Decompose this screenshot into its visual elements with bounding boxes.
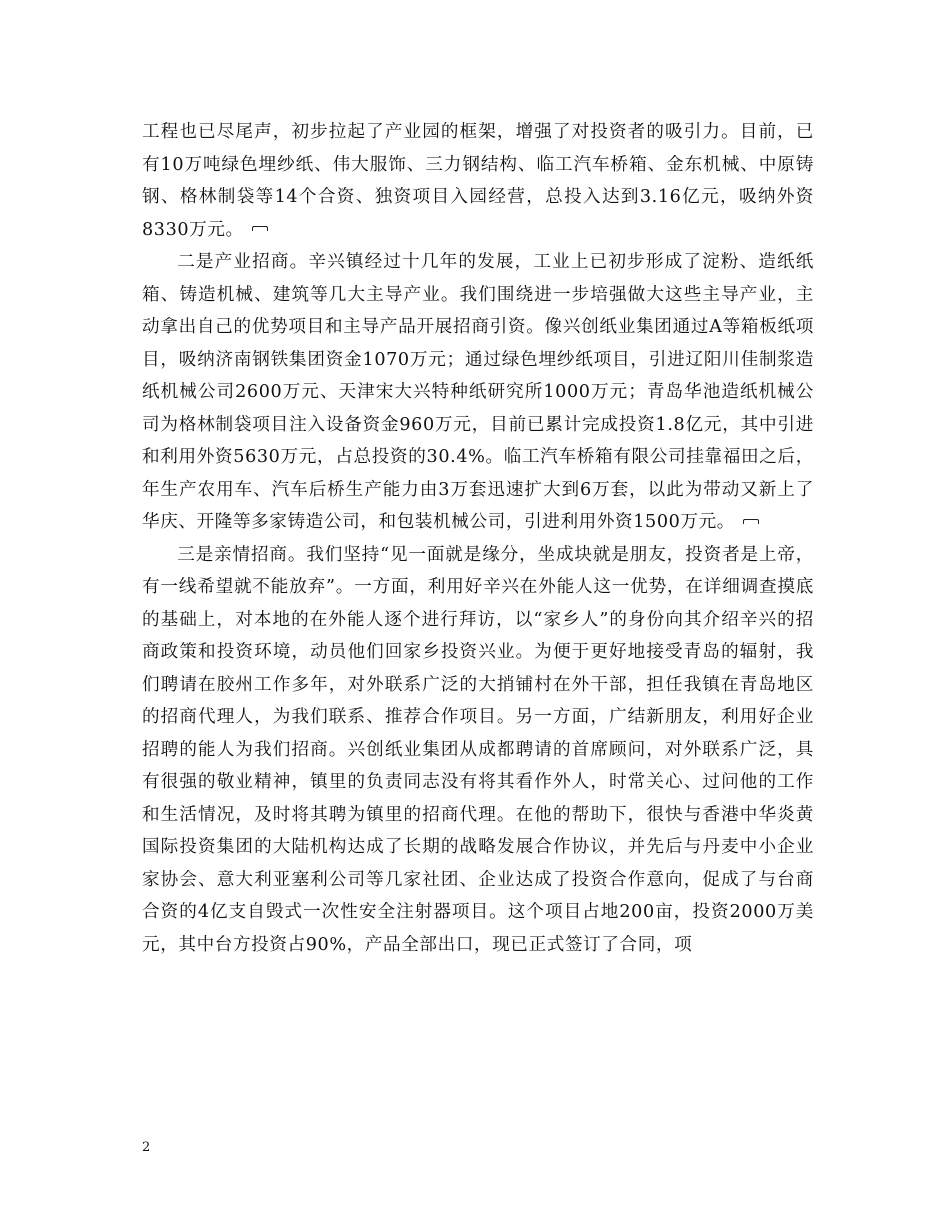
paragraph-2 [142, 246, 814, 539]
paragraph-3 [142, 539, 814, 962]
page-number: 2 [142, 1140, 151, 1155]
paragraph-2-text: 二是产业招商。辛兴镇经过十几年的发展，工业上已初步形成了淀粉、造纸纸箱、铸造机械、建筑等几大主导产业。我们围绕进一步培强做大这些主导产业，主动拿出自己的优势项目和主导产品开展招商引资。像兴创纸业集团通过A等箱板纸项目，吸纳济南钢铁集团资金1070万元；通过绿色埋纱纸项目，引进辽阳川佳制浆造纸机械公司2600万元、天津宋大兴特种纸研究所1000万元；青岛华池造纸机械公司为格林制袋项目注入设备资金960万元，目前已累计完成投资1.8亿元，其中引进和利用外资5630万元，占总投资的30.4%。临工汽车桥箱有限公司挂靠福田之后，年生产农用车、汽车后桥生产能力由3万套迅速扩大到6万套，以此为带动又新上了华庆、开隆等多家铸造公司，和包装机械公司，引进利用外资1500万元。 [142, 252, 814, 532]
paragraph-3-text: 三是亲情招商。我们坚持“见一面就是缘分，坐成块就是朋友，投资者是上帝，有一线希望就不能放弃”。一方面，利用好辛兴在外能人这一优势，在详细调查摸底的基础上，对本地的在外能人逐个进行拜访，以“家乡人”的身份向其介绍辛兴的招商政策和投资环境，动员他们回家乡投资兴业。为便于更好地接受青岛的辐射，我们聘请在胶州工作多年，对外联系广泛的大捎铺村在外干部，担任我镇在青岛地区的招商代理人，为我们联系、推荐合作项目。另一方面，广结新朋友，利用好企业招聘的能人为我们招商。兴创纸业集团从成都聘请的首席顾问，对外联系广泛，具有很强的敬业精神，镇里的负责同志没有将其看作外人，时常关心、过问他的工作和生活情况，及时将其聘为镇里的招商代理。在他的帮助下，很快与香港中华炎黄国际投资集团的大陆机构达成了长期的战略发展合作协议，并先后与丹麦中小企业家协会、意大利亚塞利公司等几家社团、企业达成了投资合作意向，促成了与台商合资的4亿支自毁式一次性安全注射器项目。这个项目占地200亩，投资2000万美元，其中台方投资占90%，产品全部出口，现已正式签订了合同，项 [142, 544, 814, 955]
document-body [142, 116, 814, 961]
paragraph-mark-icon [252, 226, 268, 233]
paragraph-1 [142, 116, 814, 246]
paragraph-1-text: 工程也已尽尾声，初步拉起了产业园的框架，增强了对投资者的吸引力。目前，已有10万吨绿色埋纱纸、伟大服饰、三力钢结构、临工汽车桥箱、金东机械、中原铸钢、格林制袋等14个合资、独资项目入园经营，总投入达到3.16亿元，吸纳外资8330万元。 [142, 122, 814, 240]
paragraph-mark-icon [743, 519, 759, 526]
